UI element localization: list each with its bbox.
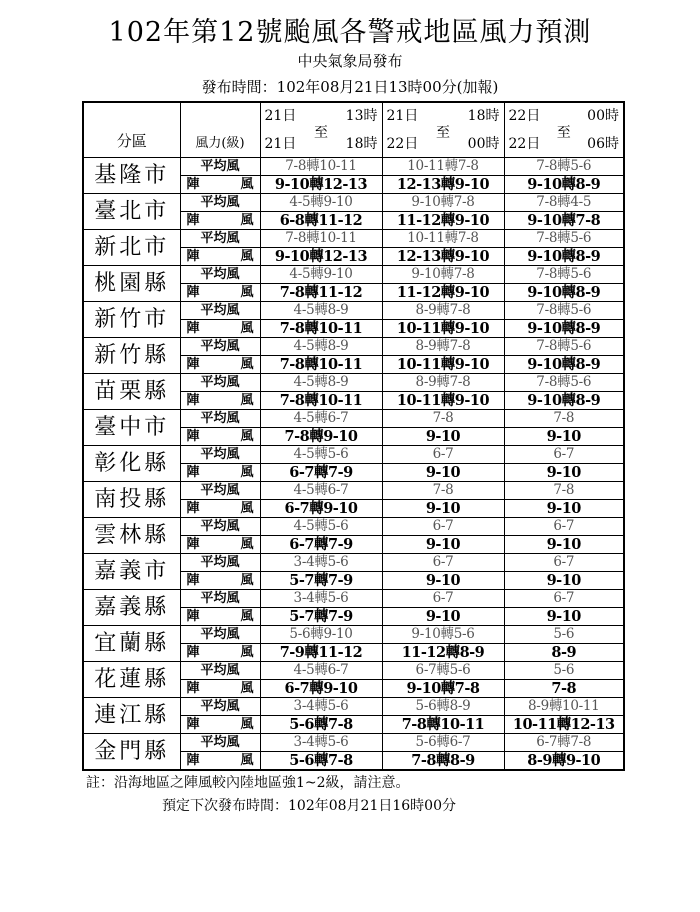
period-header-2: 21日 18時 至 22日 00時 xyxy=(382,102,504,158)
gust-value: 9-10 xyxy=(504,536,624,554)
table-row-avg xyxy=(83,446,624,464)
avg-wind-value: 10-11轉7-8 xyxy=(382,230,504,248)
avg-wind-value: 5-6 xyxy=(504,662,624,680)
avg-wind-value: 9-10轉5-6 xyxy=(382,626,504,644)
avg-wind-value: 3-4轉5-6 xyxy=(260,590,382,608)
avg-wind-label: 平均風 xyxy=(180,446,260,464)
avg-wind-label: 平均風 xyxy=(180,626,260,644)
gust-value: 7-8 xyxy=(504,680,624,698)
avg-wind-value: 6-7 xyxy=(504,554,624,572)
gust-value: 11-12轉8-9 xyxy=(382,644,504,662)
gust-value: 9-10轉7-8 xyxy=(504,212,624,230)
footnote: 註：沿海地區之陣風較內陸地區強1~2級，請注意。 xyxy=(86,775,410,791)
gust-value: 7-8轉8-9 xyxy=(382,752,504,771)
region-name: 花蓮縣 xyxy=(83,662,180,698)
gust-value: 5-7轉7-9 xyxy=(260,572,382,590)
avg-wind-value: 7-8轉5-6 xyxy=(504,266,624,284)
region-name: 雲林縣 xyxy=(83,518,180,554)
region-name: 彰化縣 xyxy=(83,446,180,482)
gust-label: 陣 風 xyxy=(180,428,260,446)
avg-wind-value: 4-5轉9-10 xyxy=(260,194,382,212)
avg-wind-value: 6-7 xyxy=(504,446,624,464)
gust-label: 陣 風 xyxy=(180,212,260,230)
gust-value: 6-7轉7-9 xyxy=(260,464,382,482)
gust-value: 9-10轉8-9 xyxy=(504,392,624,410)
gust-label: 陣 風 xyxy=(180,752,260,771)
avg-wind-value: 6-7 xyxy=(504,590,624,608)
avg-wind-value: 5-6 xyxy=(504,626,624,644)
gust-label: 陣 風 xyxy=(180,284,260,302)
region-name: 新竹市 xyxy=(83,302,180,338)
region-name: 新北市 xyxy=(83,230,180,266)
gust-label: 陣 風 xyxy=(180,356,260,374)
avg-wind-value: 8-9轉10-11 xyxy=(504,698,624,716)
table-row-avg xyxy=(83,734,624,752)
region-name: 宜蘭縣 xyxy=(83,626,180,662)
table-row-avg xyxy=(83,554,624,572)
avg-wind-value: 7-8 xyxy=(382,410,504,428)
gust-value: 11-12轉9-10 xyxy=(382,284,504,302)
gust-value: 9-10轉7-8 xyxy=(382,680,504,698)
gust-value: 9-10 xyxy=(382,608,504,626)
gust-value: 9-10轉12-13 xyxy=(260,248,382,266)
gust-label: 陣 風 xyxy=(180,680,260,698)
table-row-avg xyxy=(83,518,624,536)
avg-wind-label: 平均風 xyxy=(180,554,260,572)
gust-value: 9-10 xyxy=(382,464,504,482)
avg-wind-label: 平均風 xyxy=(180,266,260,284)
avg-wind-value: 4-5轉5-6 xyxy=(260,446,382,464)
table-row-avg xyxy=(83,230,624,248)
avg-wind-value: 8-9轉7-8 xyxy=(382,302,504,320)
next-issue-time: 預定下次發布時間：102年08月21日16時00分 xyxy=(162,798,456,814)
gust-value: 6-7轉7-9 xyxy=(260,536,382,554)
gust-value: 10-11轉9-10 xyxy=(382,392,504,410)
gust-value: 6-7轉9-10 xyxy=(260,500,382,518)
avg-wind-label: 平均風 xyxy=(180,410,260,428)
table-row-avg xyxy=(83,266,624,284)
gust-value: 9-10 xyxy=(504,464,624,482)
avg-wind-label: 平均風 xyxy=(180,518,260,536)
avg-wind-value: 4-5轉6-7 xyxy=(260,410,382,428)
avg-wind-label: 平均風 xyxy=(180,194,260,212)
gust-value: 8-9 xyxy=(504,644,624,662)
gust-value: 9-10轉8-9 xyxy=(504,356,624,374)
avg-wind-label: 平均風 xyxy=(180,158,260,176)
avg-wind-value: 6-7 xyxy=(382,518,504,536)
gust-value: 8-9轉9-10 xyxy=(504,752,624,771)
avg-wind-value: 7-8轉5-6 xyxy=(504,230,624,248)
table-header-row xyxy=(83,102,624,158)
gust-value: 9-10 xyxy=(504,428,624,446)
avg-wind-label: 平均風 xyxy=(180,734,260,752)
avg-wind-value: 7-8轉5-6 xyxy=(504,302,624,320)
avg-wind-value: 4-5轉9-10 xyxy=(260,266,382,284)
gust-label: 陣 風 xyxy=(180,500,260,518)
avg-wind-value: 6-7 xyxy=(504,518,624,536)
region-name: 桃園縣 xyxy=(83,266,180,302)
region-name: 南投縣 xyxy=(83,482,180,518)
avg-wind-value: 7-8 xyxy=(382,482,504,500)
gust-value: 9-10 xyxy=(504,572,624,590)
gust-value: 7-8轉10-11 xyxy=(260,356,382,374)
avg-wind-value: 6-7轉5-6 xyxy=(382,662,504,680)
avg-wind-value: 9-10轉7-8 xyxy=(382,194,504,212)
avg-wind-value: 7-8 xyxy=(504,482,624,500)
gust-label: 陣 風 xyxy=(180,392,260,410)
region-name: 新竹縣 xyxy=(83,338,180,374)
gust-value: 9-10轉8-9 xyxy=(504,248,624,266)
gust-value: 10-11轉9-10 xyxy=(382,320,504,338)
gust-value: 9-10轉12-13 xyxy=(260,176,382,194)
avg-wind-value: 3-4轉5-6 xyxy=(260,734,382,752)
gust-value: 9-10轉8-9 xyxy=(504,320,624,338)
region-name: 金門縣 xyxy=(83,734,180,771)
avg-wind-value: 7-8轉5-6 xyxy=(504,158,624,176)
region-name: 臺中市 xyxy=(83,410,180,446)
avg-wind-value: 6-7 xyxy=(382,554,504,572)
gust-label: 陣 風 xyxy=(180,536,260,554)
gust-value: 6-7轉9-10 xyxy=(260,680,382,698)
gust-value: 7-8轉9-10 xyxy=(260,428,382,446)
table-row-avg xyxy=(83,374,624,392)
avg-wind-value: 3-4轉5-6 xyxy=(260,698,382,716)
gust-value: 9-10轉8-9 xyxy=(504,284,624,302)
period-header-3: 22日 00時 至 22日 06時 xyxy=(504,102,624,158)
table-row-avg xyxy=(83,410,624,428)
region-name: 嘉義縣 xyxy=(83,590,180,626)
avg-wind-value: 5-6轉8-9 xyxy=(382,698,504,716)
avg-wind-value: 4-5轉8-9 xyxy=(260,302,382,320)
avg-wind-value: 4-5轉8-9 xyxy=(260,338,382,356)
gust-value: 9-10 xyxy=(382,500,504,518)
region-name: 臺北市 xyxy=(83,194,180,230)
gust-value: 9-10 xyxy=(504,500,624,518)
gust-value: 7-8轉10-11 xyxy=(260,392,382,410)
table-row-avg xyxy=(83,698,624,716)
table-row-avg xyxy=(83,626,624,644)
gust-value: 9-10 xyxy=(382,572,504,590)
gust-label: 陣 風 xyxy=(180,608,260,626)
avg-wind-value: 10-11轉7-8 xyxy=(382,158,504,176)
table-row-avg xyxy=(83,662,624,680)
avg-wind-value: 7-8轉10-11 xyxy=(260,230,382,248)
avg-wind-label: 平均風 xyxy=(180,302,260,320)
gust-value: 7-8轉10-11 xyxy=(382,716,504,734)
avg-wind-value: 4-5轉6-7 xyxy=(260,482,382,500)
avg-wind-value: 5-6轉9-10 xyxy=(260,626,382,644)
avg-wind-value: 6-7 xyxy=(382,590,504,608)
avg-wind-value: 4-5轉6-7 xyxy=(260,662,382,680)
gust-value: 12-13轉9-10 xyxy=(382,176,504,194)
gust-value: 7-8轉10-11 xyxy=(260,320,382,338)
gust-label: 陣 風 xyxy=(180,716,260,734)
avg-wind-value: 7-8 xyxy=(504,410,624,428)
avg-wind-label: 平均風 xyxy=(180,338,260,356)
avg-wind-value: 7-8轉10-11 xyxy=(260,158,382,176)
gust-value: 10-11轉12-13 xyxy=(504,716,624,734)
avg-wind-value: 7-8轉5-6 xyxy=(504,338,624,356)
gust-value: 9-10 xyxy=(504,608,624,626)
gust-value: 10-11轉9-10 xyxy=(382,356,504,374)
gust-value: 6-8轉11-12 xyxy=(260,212,382,230)
gust-value: 9-10轉8-9 xyxy=(504,176,624,194)
gust-value: 12-13轉9-10 xyxy=(382,248,504,266)
table-row-avg xyxy=(83,158,624,176)
gust-label: 陣 風 xyxy=(180,464,260,482)
level-column-header: 風力(級) xyxy=(180,102,260,158)
region-name: 嘉義市 xyxy=(83,554,180,590)
gust-value: 5-6轉7-8 xyxy=(260,716,382,734)
avg-wind-value: 6-7 xyxy=(382,446,504,464)
gust-value: 7-9轉11-12 xyxy=(260,644,382,662)
region-name: 苗栗縣 xyxy=(83,374,180,410)
issue-time: 發布時間：102年08月21日13時00分(加報) xyxy=(201,78,499,96)
gust-label: 陣 風 xyxy=(180,572,260,590)
region-column-header: 分區 xyxy=(83,102,180,158)
gust-value: 9-10 xyxy=(382,536,504,554)
table-row-avg xyxy=(83,194,624,212)
avg-wind-label: 平均風 xyxy=(180,662,260,680)
gust-label: 陣 風 xyxy=(180,176,260,194)
avg-wind-value: 4-5轉5-6 xyxy=(260,518,382,536)
gust-label: 陣 風 xyxy=(180,248,260,266)
region-name: 基隆市 xyxy=(83,158,180,194)
table-row-avg xyxy=(83,302,624,320)
gust-value: 5-7轉7-9 xyxy=(260,608,382,626)
gust-value: 5-6轉7-8 xyxy=(260,752,382,771)
avg-wind-label: 平均風 xyxy=(180,698,260,716)
table-row-avg xyxy=(83,338,624,356)
gust-value: 9-10 xyxy=(382,428,504,446)
avg-wind-label: 平均風 xyxy=(180,590,260,608)
avg-wind-value: 6-7轉7-8 xyxy=(504,734,624,752)
avg-wind-value: 8-9轉7-8 xyxy=(382,374,504,392)
avg-wind-value: 7-8轉5-6 xyxy=(504,374,624,392)
gust-value: 7-8轉11-12 xyxy=(260,284,382,302)
region-name: 連江縣 xyxy=(83,698,180,734)
gust-value: 11-12轉9-10 xyxy=(382,212,504,230)
page-title: 102年第12號颱風各警戒地區風力預測 xyxy=(108,17,592,48)
period-header-1: 21日 13時 至 21日 18時 xyxy=(260,102,382,158)
avg-wind-value: 4-5轉8-9 xyxy=(260,374,382,392)
avg-wind-value: 3-4轉5-6 xyxy=(260,554,382,572)
table-row-avg xyxy=(83,590,624,608)
table-row-avg xyxy=(83,482,624,500)
wind-forecast-table xyxy=(82,101,625,771)
avg-wind-value: 9-10轉7-8 xyxy=(382,266,504,284)
gust-label: 陣 風 xyxy=(180,644,260,662)
avg-wind-label: 平均風 xyxy=(180,482,260,500)
avg-wind-label: 平均風 xyxy=(180,230,260,248)
gust-label: 陣 風 xyxy=(180,320,260,338)
avg-wind-value: 5-6轉6-7 xyxy=(382,734,504,752)
avg-wind-value: 7-8轉4-5 xyxy=(504,194,624,212)
avg-wind-value: 8-9轉7-8 xyxy=(382,338,504,356)
avg-wind-label: 平均風 xyxy=(180,374,260,392)
issuing-agency: 中央氣象局發布 xyxy=(297,52,403,70)
